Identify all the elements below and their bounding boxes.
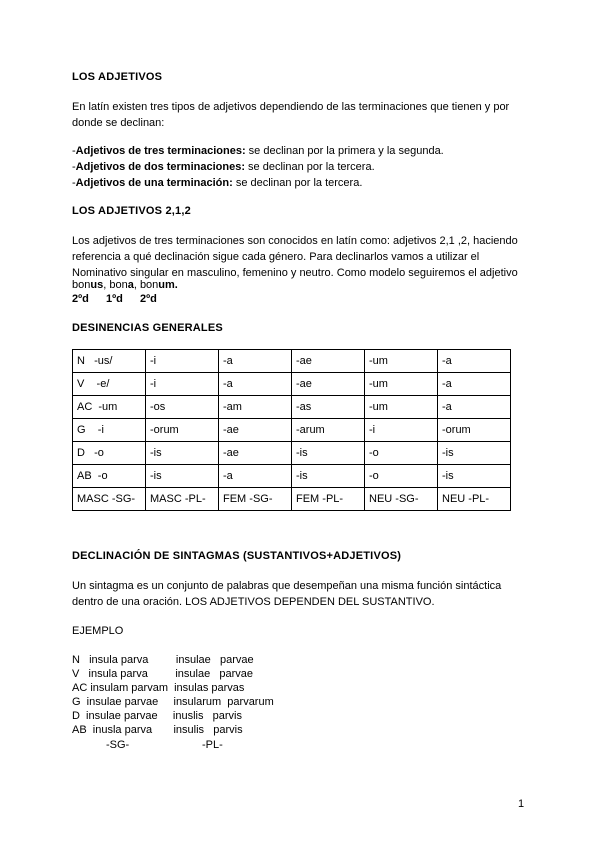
table-cell: -um xyxy=(365,396,438,419)
table-cell: -is xyxy=(146,465,219,488)
table-cell: -arum xyxy=(292,419,365,442)
table-row xyxy=(73,465,511,488)
page-title: LOS ADJETIVOS xyxy=(72,71,163,83)
intro-line-1: En latín existen tres tipos de adjetivos dependiendo de las terminaciones que tienen y por xyxy=(72,101,510,113)
table-cell: -i xyxy=(146,373,219,396)
table-cell: -um xyxy=(365,373,438,396)
declension-2d-b: 2ºd xyxy=(140,293,157,305)
example-row: G insulae parvae insularum parvarum xyxy=(72,696,274,708)
table-cell: MASC -PL- xyxy=(146,488,219,511)
table-row xyxy=(73,396,511,419)
example-label: EJEMPLO xyxy=(72,625,124,637)
table-cell: D -o xyxy=(73,442,146,465)
table-cell: -a xyxy=(438,350,511,373)
table-cell: -is xyxy=(292,465,365,488)
table-cell: -am xyxy=(219,396,292,419)
table-cell: -orum xyxy=(438,419,511,442)
type-desc: se declinan por la primera y la segunda. xyxy=(245,145,444,157)
table-cell: -ae xyxy=(292,350,365,373)
page-number: 1 xyxy=(518,798,525,810)
table-cell: -a xyxy=(438,396,511,419)
example-row: D insulae parvae inuslis parvis xyxy=(72,710,242,722)
table-cell: NEU -SG- xyxy=(365,488,438,511)
type-label: Adjetivos de dos terminaciones: xyxy=(75,161,245,173)
type-item: -Adjetivos de una terminación: se declinan por la tercera. xyxy=(72,177,363,189)
table-row xyxy=(73,442,511,465)
intro-line-2: donde se declinan: xyxy=(72,117,165,129)
declension-1d: 1ºd xyxy=(106,293,123,305)
table-cell: -a xyxy=(219,465,292,488)
table-cell: -as xyxy=(292,396,365,419)
table-cell: -i xyxy=(146,350,219,373)
table-cell: FEM -SG- xyxy=(219,488,292,511)
example-row: AC insulam parvam insulas parvas xyxy=(72,682,245,694)
declension-2d-a: 2ºd xyxy=(72,293,89,305)
type-item: -Adjetivos de dos terminaciones: se declinan por la tercera. xyxy=(72,161,375,173)
table-cell: -um xyxy=(365,350,438,373)
paragraph-line: Un sintagma es un conjunto de palabras que desempeñan una misma función sintáctica xyxy=(72,580,502,592)
paragraph-line: Nominativo singular en masculino, femenino y neutro. Como modelo seguiremos el adjetivo xyxy=(72,267,518,279)
endings-table xyxy=(72,349,511,511)
table-cell: G -i xyxy=(73,419,146,442)
paragraph-line: dentro de una oración. LOS ADJETIVOS DEPENDEN DEL SUSTANTIVO. xyxy=(72,596,435,608)
section-title: DECLINACIÓN DE SINTAGMAS (SUSTANTIVOS+ADJETIVOS) xyxy=(72,550,402,562)
table-cell: -a xyxy=(219,350,292,373)
table-cell: -ae xyxy=(292,373,365,396)
type-desc: se declinan por la tercera. xyxy=(232,177,363,189)
table-cell: -is xyxy=(146,442,219,465)
table-cell: MASC -SG- xyxy=(73,488,146,511)
table-cell: -is xyxy=(292,442,365,465)
table-row xyxy=(73,488,511,511)
table-cell: FEM -PL- xyxy=(292,488,365,511)
model-words: bonus, bona, bonum. xyxy=(72,279,178,291)
type-label: Adjetivos de una terminación: xyxy=(75,177,233,189)
section-title: DESINENCIAS GENERALES xyxy=(72,322,223,334)
table-cell: AB -o xyxy=(73,465,146,488)
table-cell: -o xyxy=(365,465,438,488)
table-cell: N -us/ xyxy=(73,350,146,373)
table-row xyxy=(73,373,511,396)
table-cell: -o xyxy=(365,442,438,465)
table-cell: -os xyxy=(146,396,219,419)
table-cell: NEU -PL- xyxy=(438,488,511,511)
table-row xyxy=(73,419,511,442)
singular-label: -SG- xyxy=(106,739,130,751)
table-cell: -ae xyxy=(219,442,292,465)
example-row: V insula parva insulae parvae xyxy=(72,668,253,680)
table-cell: -orum xyxy=(146,419,219,442)
table-cell: V -e/ xyxy=(73,373,146,396)
table-cell: -a xyxy=(438,373,511,396)
paragraph-line: referencia a qué declinación sigue cada género. Para declinarlos vamos a utilizar el xyxy=(72,251,480,263)
paragraph-line: Los adjetivos de tres terminaciones son conocidos en latín como: adjetivos 2,1 ,2, haciendo xyxy=(72,235,518,247)
type-label: Adjetivos de tres terminaciones: xyxy=(75,145,246,157)
table-cell: -a xyxy=(219,373,292,396)
type-desc: se declinan por la tercera. xyxy=(245,161,375,173)
plural-label: -PL- xyxy=(202,739,223,751)
table-cell: -is xyxy=(438,442,511,465)
table-cell: -i xyxy=(365,419,438,442)
table-cell: -is xyxy=(438,465,511,488)
example-row: N insula parva insulae parvae xyxy=(72,654,254,666)
type-item: -Adjetivos de tres terminaciones: se declinan por la primera y la segunda. xyxy=(72,145,444,157)
table-row xyxy=(73,350,511,373)
table-cell: -ae xyxy=(219,419,292,442)
example-row: AB inusla parva insulis parvis xyxy=(72,724,243,736)
section-title: LOS ADJETIVOS 2,1,2 xyxy=(72,205,191,217)
table-cell: AC -um xyxy=(73,396,146,419)
